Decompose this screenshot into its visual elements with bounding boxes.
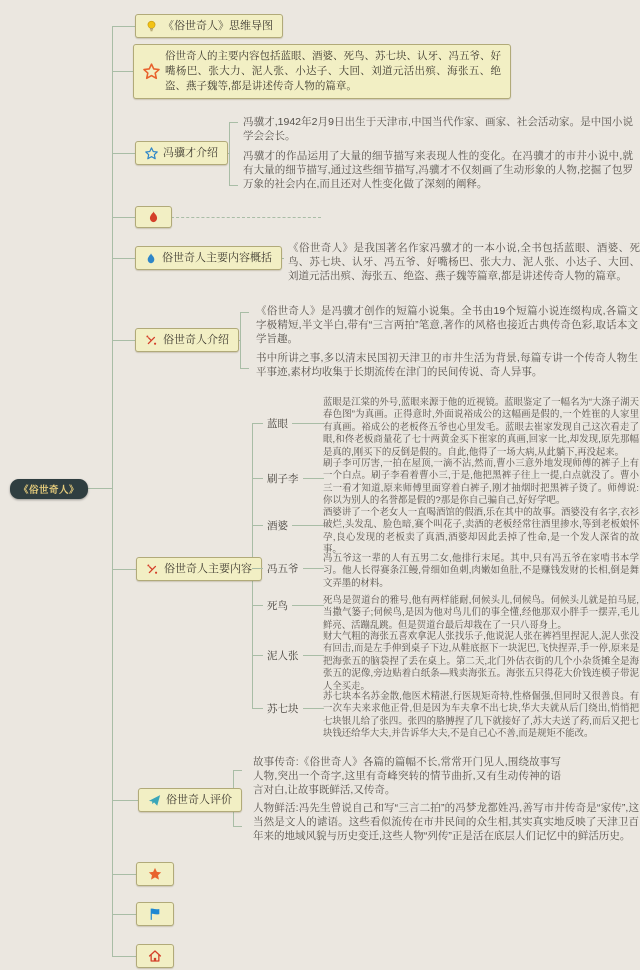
connector [112,71,133,72]
star-marker-node[interactable] [136,862,174,886]
author-paragraph-2[interactable]: 冯骥才的作品运用了大量的细节描写来表现人性的变化。在冯骥才的市井小说中,就有大量的细节描写,通过这些细节描写,冯骥才不仅刻画了生动形象的人物,挖掘了包罗万象的社会内在,而且还对人性变化做了深刻的阐释。 [243,150,633,190]
evaluation-label: 俗世奇人评价 [166,794,232,806]
collapsed-node[interactable] [135,206,172,228]
mindmap-title-node[interactable] [135,14,283,38]
nirenzhang-text[interactable]: 财大气粗的海张五喜欢拿泥人张找乐子,他说泥人张在裤裆里捏泥人,泥人张没有回击,而是左手伸到桌子下边,从鞋底抠下一块泥巴,飞快捏弄,手一停,原来是把海张五的脑袋捏了丢在桌上。第二天,北门外估衣街的几个小杂货摊全是海张五的泥像,旁边贴着白纸条—贱卖海张五。海张五只得花大价钱连模子带泥人全买走。 [323,630,639,691]
home-marker-node[interactable] [136,944,174,968]
author-paragraph-1[interactable]: 冯骥才,1942年2月9日出生于天津市,中国当代作家、画家、社会活动家。是中国小说学会会长。 [243,116,633,142]
book-intro-paragraph-2[interactable]: 书中所讲之事,多以清末民国初天津卫的市井生活为背景,每篇专讲一个传奇人物生平事迹,素材均收集于长期流传在津门的民间传说、奇人异事。 [256,352,638,378]
sub-label: 酒婆 [267,519,288,532]
bracket-stub [233,826,242,827]
overview-node[interactable] [133,44,511,99]
flag-marker-node[interactable] [136,902,174,926]
bracket-stub [233,770,242,771]
mindmap-title-label: 《俗世奇人》思维导图 [163,20,273,32]
lanyan-text[interactable]: 蓝眼是江棠的外号,蓝眼来源于他的近视镜。蓝眼鉴定了一幅名为“大涤子湖天春色图”为真画。正得意时,外面说裕成公的这幅画是假的,一个姓崔的人家里有真画。裕成公的老板佟五爷也心里发毛。蓝眼去崔家发现自己这次看走了眼,和佟老板商量花了七十两黄金买下崔家的真画,回家一比,却发现,原先那幅是真的,刚买下的反倒是假的。自此,他得了一场大病,从此躺下,再没起来。 [323,396,639,457]
shuazili-text[interactable]: 刷子李可厉害,一拍在屋顶,一滴不沾,然而,曹小三意外地发现师傅的裤子上有一个白点。刷子李看着曹小三,于是,他把黑裤子往上一提,白点就没了。曹小三一看才知道,原来师傅里面穿着白裤子,刚才抽烟时把黑裤子烫了。师傅说:你以为别人的名誉都是假的?那是你自己骗自己,好好学吧。 [323,457,639,506]
author-intro-node[interactable] [135,141,228,165]
sub-label: 苏七块 [267,702,299,715]
sub-label: 刷子李 [267,472,299,485]
sparkle-icon [145,334,158,347]
author-intro-label: 冯骥才介绍 [163,147,218,159]
sub-label: 死鸟 [267,599,288,612]
book-intro-paragraph-1[interactable]: 《俗世奇人》是冯骥才创作的短篇小说集。全书由19个短篇小说连缀构成,各篇文字极精短,半文半白,带有“三言两拍”笔意,著作的风格也接近古典传奇色彩,取话本文学旨趣。 [256,305,638,345]
connector [112,26,135,27]
suqikuai-text[interactable]: 苏七块本名苏金散,他医术精湛,行医规矩奇特,性格倔强,但同时又很善良。有一次车夫来求他正骨,但是因为车夫拿不出七块,华大夫就从后门绕出,悄悄把七块银儿给了张四。张四的胳膊捏了几下就接好了,苏大夫送了药,而后又把七块钱还给华大夫,并告诉华大夫,不是自己心不善,而是规矩不能改。 [323,690,639,739]
bottom-strip [0,970,640,978]
star-outline-icon [143,63,160,80]
bracket-stub [229,122,238,123]
sub-branch-nirenzhang[interactable] [252,647,324,663]
sub-label: 冯五爷 [267,562,299,575]
sub-label: 蓝眼 [267,417,288,430]
sub-branch-siniao[interactable] [252,597,324,613]
fengwuye-text[interactable]: 冯五爷这一辈的人有五男二女,他排行末尾。其中,只有冯五爷在家啃书本学习。他人长得赛条江鳗,骨细如鱼刺,肉嫩如鱼肚,不是赚钱发财的长相,倒是舞文弄墨的材料。 [323,552,639,588]
connector [112,217,135,218]
flag-icon [148,907,162,921]
book-intro-node[interactable] [135,328,239,352]
author-bracket [229,122,230,186]
main-spine-line [112,26,113,956]
sub-label: 泥人张 [267,649,299,662]
bracket-stub [229,185,238,186]
root-node[interactable]: 《俗世奇人》 [10,479,88,499]
overview-text: 俗世奇人的主要内容包括蓝眼、酒婆、死鸟、苏七块、认牙、冯五爷、好嘴杨巴、张大力、泥人张、小达子、大回、刘道元活出殡、海张五、绝盗、燕子魏等,都是讲述传奇人物的篇章。 [165,50,501,92]
bracket-stub [240,312,249,313]
evaluation-paragraph-1[interactable]: 故事传奇:《俗世奇人》各篇的篇幅不长,常常开门见人,围绕故事写人物,突出一个奇字,这里有奇峰突转的情节曲折,又有生动传神的语言对白,让故事既鲜活,又传奇。 [253,756,561,796]
bracket-stub [240,368,249,369]
flame-icon [147,210,160,224]
sub-branch-fengwuye[interactable] [252,560,324,576]
star-icon [148,867,162,881]
evaluation-node[interactable] [138,788,242,812]
main-content-label: 俗世奇人主要内容 [164,563,252,575]
lightbulb-icon [145,20,158,33]
book-intro-label: 俗世奇人介绍 [163,334,229,346]
content-summary-text[interactable]: 《俗世奇人》是我国著名作家冯骥才的一本小说,全书包括蓝眼、酒婆、死鸟、苏七块、认牙、冯五爷、好嘴杨巴、张大力、泥人张、小达子、大回、刘道元活出殡、海张五、绝盗、燕子魏等篇章,都是讲述传奇人物的篇章。 [288,242,640,282]
sub-branch-jiupo[interactable] [252,517,324,533]
flame-icon [145,252,157,265]
paper-plane-icon [148,794,161,807]
connector [112,874,136,875]
connector [112,914,136,915]
evaluation-paragraph-2[interactable]: 人物鲜活:冯先生曾说自己和写“三言二拍”的冯梦龙都姓冯,善写市井传奇是“家传”,这当然是文人的谑语。这些看似流传在市井民间的众生相,其实真实地反映了天津卫百年来的地域风貌与历史变迁,这些人物“列传”正是活在底层人们记忆中的鲜活历史。 [253,802,639,842]
sub-branch-lanyan[interactable] [252,415,324,431]
star-outline-icon [145,147,158,160]
content-summary-node[interactable] [135,246,282,270]
intro-bracket [240,312,241,369]
connector [112,956,136,957]
siniao-text[interactable]: 死鸟是贺道台的雅号,他有两样能耐,伺候头儿,伺候鸟。伺候头儿就是拍马屁,当撒气篓子;伺候鸟,是因为他对鸟儿们的事全懂,经他那双小胖手一摆弄,毛儿鲜亮、活蹦乱跳。但是贺道台最后却栽在了一只八哥身上。 [323,594,639,630]
home-icon [148,949,162,963]
sub-branch-suqikuai[interactable] [252,700,324,716]
sparkle-icon [146,563,159,576]
sub-branch-shuazili[interactable] [252,470,324,486]
jiupo-text[interactable]: 酒婆讲了一个老女人一直喝酒馆的假酒,乐在其中的故事。酒婆没有名字,衣衫破烂,头发乱、脸色暗,赛个叫花子,卖酒的老板经常往酒里掺水,等到老板娘怀孕,良心发现的老板卖了真酒,酒婆却因此丢掉了性命,是一个发人深省的故事。 [323,506,639,555]
content-summary-label: 俗世奇人主要内容概括 [162,252,272,264]
main-content-node[interactable] [136,557,262,581]
collapsed-branch-dashed-line [171,217,321,218]
